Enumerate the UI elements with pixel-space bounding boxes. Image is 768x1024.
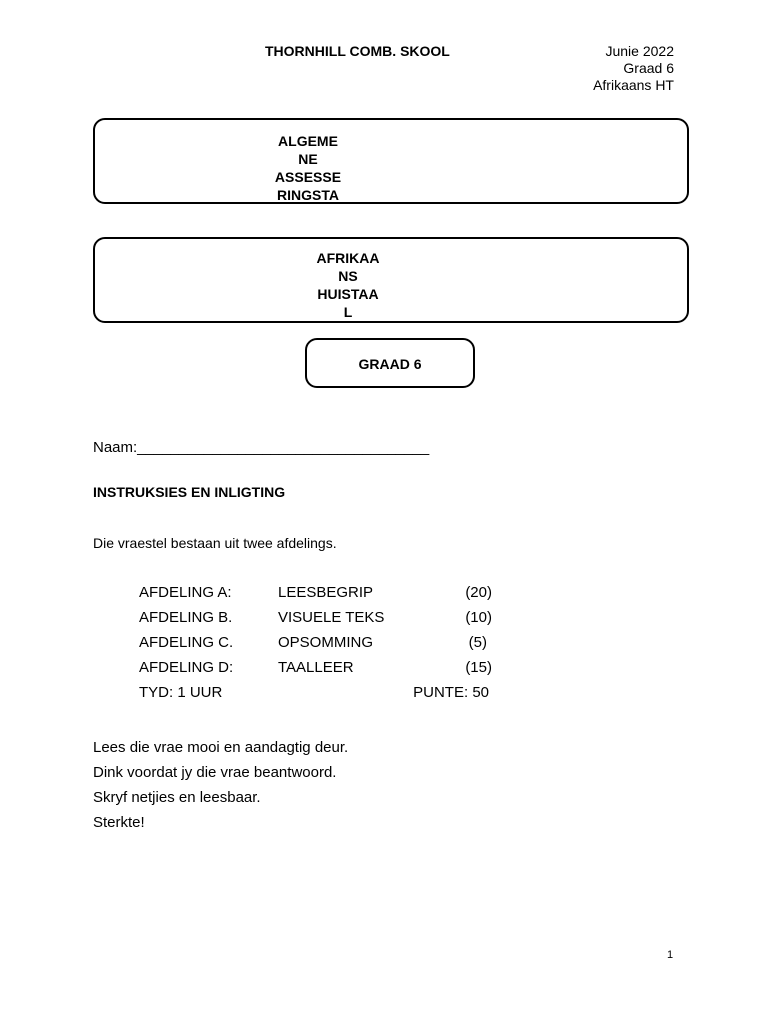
subject-title-text [307, 249, 389, 321]
closing-line: Dink voordat jy die vrae beantwoord. [93, 764, 337, 781]
section-name: TAALLEER [278, 659, 354, 676]
closing-line: Lees die vrae mooi en aandagtig deur. [93, 739, 349, 756]
page-number: 1 [667, 949, 674, 961]
closing-line: Skryf netjies en leesbaar. [93, 789, 261, 806]
grade-box-text: GRAAD 6 [358, 356, 422, 372]
section-row [139, 658, 499, 683]
box2-line: NS [338, 268, 358, 284]
section-marks: (15) [465, 659, 492, 676]
assessment-title-text [265, 132, 351, 204]
section-label: AFDELING A: [139, 584, 232, 601]
section-label: AFDELING C. [139, 634, 234, 651]
section-marks: (5) [468, 634, 487, 651]
closing-line: Sterkte! [93, 814, 145, 831]
section-row [139, 633, 499, 658]
section-label: AFDELING B. [139, 609, 233, 626]
section-name: OPSOMMING [278, 634, 374, 651]
assessment-title-box [93, 118, 689, 204]
time-total-row [139, 683, 499, 708]
exam-date: Junie 2022 [605, 43, 674, 59]
box1-line: ASSESSE [274, 169, 342, 185]
instructions-heading: INSTRUKSIES EN INLIGTING [93, 484, 286, 500]
closing-instructions [93, 735, 348, 835]
section-marks: (10) [465, 609, 492, 626]
box1-line: ALGEME [278, 133, 338, 149]
box2-line: AFRIKAA [316, 250, 380, 266]
school-name: THORNHILL COMB. SKOOL [265, 43, 450, 59]
box2-line: HUISTAA [317, 286, 379, 302]
intro-text: Die vraestel bestaan uit twee afdelings. [93, 535, 337, 551]
section-row [139, 583, 499, 608]
exam-grade: Graad 6 [623, 60, 674, 76]
section-row [139, 608, 499, 633]
section-name: LEESBEGRIP [278, 584, 374, 601]
name-field-line: Naam:___________________________________ [93, 439, 430, 456]
sections-table [139, 583, 499, 708]
header-info [593, 43, 674, 94]
section-name: VISUELE TEKS [278, 609, 385, 626]
box2-line: L [343, 304, 353, 320]
subject-title-box [93, 237, 689, 323]
section-marks: (20) [465, 584, 492, 601]
box1-line: NE [298, 151, 318, 167]
box1-line: RINGSTA [277, 187, 339, 203]
section-label: AFDELING D: [139, 659, 234, 676]
exam-time: TYD: 1 UUR [139, 684, 223, 701]
exam-subject: Afrikaans HT [593, 77, 674, 93]
grade-box [305, 338, 475, 388]
exam-total: PUNTE: 50 [413, 684, 489, 701]
box-underline [108, 322, 216, 323]
